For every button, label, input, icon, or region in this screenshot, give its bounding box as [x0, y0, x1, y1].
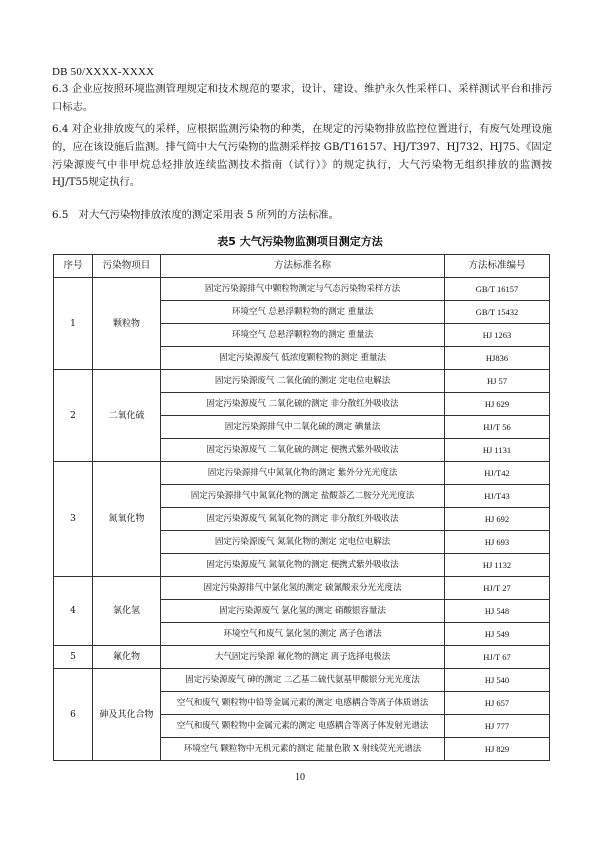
- table-row: [54, 370, 550, 393]
- paragraph-6-4: 6.4 对企业排放废气的采样，应根据监测污染物的种类，在规定的污染物排放监控位置进行，有废气处理设施的，应在该设施后监测。排气筒中大气污染物的监测采样按 GB/T16157、HJ/T397、HJ732、HJ75、《固定污染源废气中非甲烷总烃排放连续监测技术指南（试行）》的规定执行，大气污染物无组织排放的监测按HJ/T55规定执行。: [52, 123, 552, 189]
- table-row: [54, 462, 550, 485]
- cell-method-name: 固定污染源废气 二氧化硫的测定 便携式紫外吸收法: [161, 439, 445, 462]
- cell-method-code: GB/T 15432: [445, 301, 550, 324]
- cell-method-code: HJ/T 67: [445, 646, 550, 669]
- table-row: [54, 278, 550, 301]
- cell-pollutant: 氯化氢: [93, 577, 161, 646]
- cell-method-code: HJ 549: [445, 623, 550, 646]
- table-caption: 表5 大气污染物监测项目测定方法: [217, 235, 383, 248]
- cell-method-name: 环境空气 总悬浮颗粒物的测定 重量法: [161, 301, 445, 324]
- cell-pollutant: 氮氧化物: [93, 462, 161, 577]
- cell-pollutant: 砷及其化合物: [93, 669, 161, 761]
- cell-seq: 4: [54, 577, 93, 646]
- cell-method-name: 固定污染源废气 氮氧化物的测定 定电位电解法: [161, 531, 445, 554]
- header-code: 方法标准编号: [445, 255, 550, 278]
- document-code: DB 50/XXXX-XXXX: [52, 66, 155, 78]
- cell-method-name: 空气和废气 颗粒物中铅等金属元素的测定 电感耦合等离子体质谱法: [161, 692, 445, 715]
- cell-seq: 3: [54, 462, 93, 577]
- cell-method-code: HJ 629: [445, 393, 550, 416]
- cell-method-code: HJ 657: [445, 692, 550, 715]
- cell-method-code: HJ/T43: [445, 485, 550, 508]
- cell-method-code: HJ 540: [445, 669, 550, 692]
- cell-method-code: HJ 548: [445, 600, 550, 623]
- cell-method-name: 固定污染源废气 氮氧化物的测定 便携式紫外吸收法: [161, 554, 445, 577]
- cell-method-code: HJ 1132: [445, 554, 550, 577]
- cell-method-code: HJ/T 27: [445, 577, 550, 600]
- cell-method-code: HJ 1263: [445, 324, 550, 347]
- cell-pollutant: 颗粒物: [93, 278, 161, 370]
- cell-method-name: 固定污染源排气中氮氧化物的测定 紫外分光光度法: [161, 462, 445, 485]
- cell-method-name: 环境空气和废气 氯化氢的测定 离子色谱法: [161, 623, 445, 646]
- table-row: [54, 577, 550, 600]
- cell-method-code: HJ/T 56: [445, 416, 550, 439]
- cell-method-name: 固定污染源废气 二氧化硫的测定 定电位电解法: [161, 370, 445, 393]
- header-pollutant: 污染物项目: [93, 255, 161, 278]
- cell-method-name: 固定污染源废气 二氧化硫的测定 非分散红外吸收法: [161, 393, 445, 416]
- cell-method-code: HJ 57: [445, 370, 550, 393]
- cell-method-name: 固定污染源排气中氯化氢的测定 硫氰酸汞分光光度法: [161, 577, 445, 600]
- cell-method-code: HJ 692: [445, 508, 550, 531]
- cell-method-name: 大气固定污染源 氟化物的测定 离子选择电极法: [161, 646, 445, 669]
- page-number: 10: [295, 772, 305, 783]
- cell-method-name: 固定污染源废气 氮氧化物的测定 非分散红外吸收法: [161, 508, 445, 531]
- cell-method-name: 环境空气 颗粒物中无机元素的测定 能量色散 X 射线荧光光谱法: [161, 738, 445, 761]
- cell-method-code: GB/T 16157: [445, 278, 550, 301]
- cell-method-code: HJ836: [445, 347, 550, 370]
- cell-method-code: HJ 777: [445, 715, 550, 738]
- cell-seq: 2: [54, 370, 93, 462]
- cell-method-name: 固定污染源排气中颗粒物测定与气态污染物采样方法: [161, 278, 445, 301]
- cell-seq: 5: [54, 646, 93, 669]
- cell-method-name: 固定污染源排气中氮氧化物的测定 盐酸萘乙二胺分光光度法: [161, 485, 445, 508]
- cell-method-code: HJ 693: [445, 531, 550, 554]
- cell-method-code: HJ 1131: [445, 439, 550, 462]
- cell-seq: 1: [54, 278, 93, 370]
- cell-pollutant: 二氧化硫: [93, 370, 161, 462]
- table-header-row: [54, 255, 550, 278]
- header-method: 方法标准名称: [161, 255, 445, 278]
- header-seq: 序号: [54, 255, 93, 278]
- table-body: [54, 278, 550, 761]
- paragraph-6-5: 6.5 对大气污染物排放浓度的测定采用表 5 所列的方法标准。: [52, 209, 339, 221]
- table-row: [54, 646, 550, 669]
- cell-seq: 6: [54, 669, 93, 761]
- cell-method-name: 固定污染源排气中二氧化硫的测定 碘量法: [161, 416, 445, 439]
- cell-method-name: 空气和废气 颗粒物中金属元素的测定 电感耦合等离子体发射光谱法: [161, 715, 445, 738]
- cell-method-name: 环境空气 总悬浮颗粒物的测定 重量法: [161, 324, 445, 347]
- cell-method-name: 固定污染源废气 氯化氢的测定 硝酸银容量法: [161, 600, 445, 623]
- cell-method-code: HJ 829: [445, 738, 550, 761]
- paragraph-6-3: 6.3 企业应按照环境监测管理规定和技术规范的要求，设计、建设、维护永久性采样口、采样测试平台和排污口标志。: [52, 83, 552, 113]
- methods-table: [53, 254, 550, 761]
- cell-method-name: 固定污染源废气 砷的测定 二乙基二硫代氨基甲酸银分光光度法: [161, 669, 445, 692]
- cell-pollutant: 氟化物: [93, 646, 161, 669]
- table-row: [54, 669, 550, 692]
- cell-method-code: HJ/T42: [445, 462, 550, 485]
- cell-method-name: 固定污染源废气 低浓度颗粒物的测定 重量法: [161, 347, 445, 370]
